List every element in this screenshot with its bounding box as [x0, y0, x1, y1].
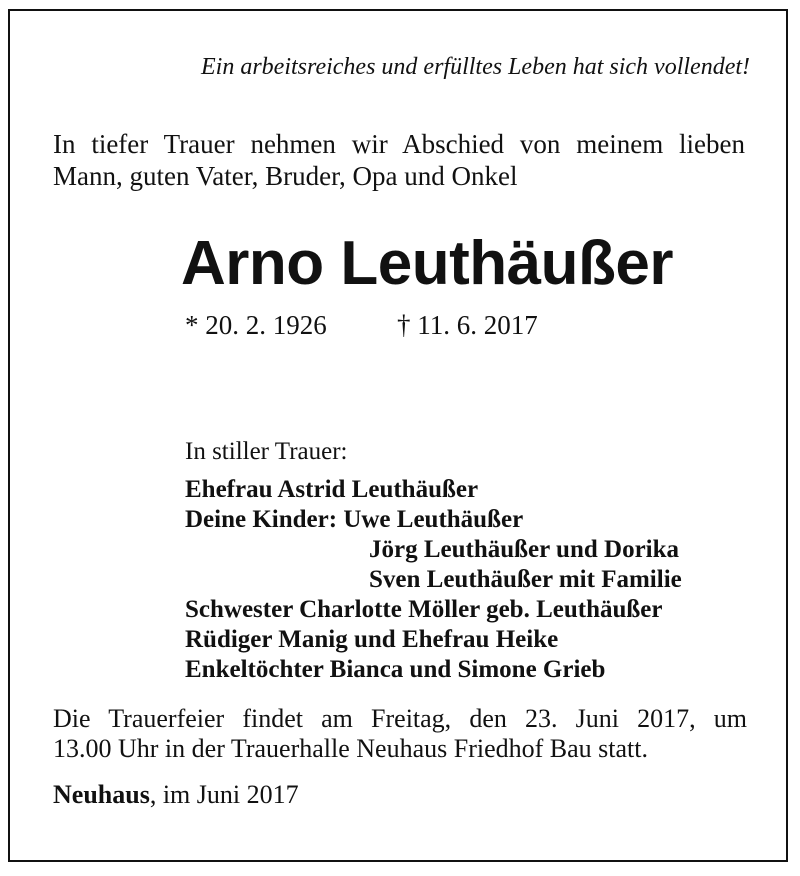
deceased-name: Arno Leuthäußer [181, 229, 673, 298]
place-date-text: , im Juni 2017 [149, 780, 299, 809]
intro-text [53, 128, 753, 192]
death-date: † 11. 6. 2017 [397, 310, 538, 340]
place-date [53, 780, 299, 810]
ceremony-line-1: Die Trauerfeier findet am Freitag, den 23. Juni 2017, um [53, 704, 747, 733]
mourners-label: In stiller Trauer: [185, 438, 348, 465]
mourners-list [185, 475, 682, 685]
place-town: Neuhaus [53, 780, 150, 809]
mourner-line: Enkeltöchter Bianca und Simone Grieb [185, 656, 606, 683]
mourner-line: Schwester Charlotte Möller geb. Leuthäußer [185, 596, 663, 623]
mourner-line: Ehefrau Astrid Leuthäußer [185, 476, 479, 503]
mourner-line: Rüdiger Manig und Ehefrau Heike [185, 626, 559, 653]
mourner-line: Jörg Leuthäußer und Dorika [369, 536, 680, 563]
mourner-line: Deine Kinder: Uwe Leuthäußer [185, 506, 524, 533]
birth-date: * 20. 2. 1926 [185, 310, 327, 340]
motto: Ein arbeitsreiches und erfülltes Leben hat sich vollendet! [201, 54, 750, 80]
ceremony-text [53, 704, 747, 764]
intro-line-2: Mann, guten Vater, Bruder, Opa und Onkel [53, 161, 518, 191]
intro-line-1: In tiefer Trauer nehmen wir Abschied von meinem lieben [53, 129, 745, 159]
ceremony-line-2: 13.00 Uhr in der Trauerhalle Neuhaus Friedhof Bau statt. [53, 734, 649, 763]
mourner-line: Sven Leuthäußer mit Familie [369, 566, 682, 593]
